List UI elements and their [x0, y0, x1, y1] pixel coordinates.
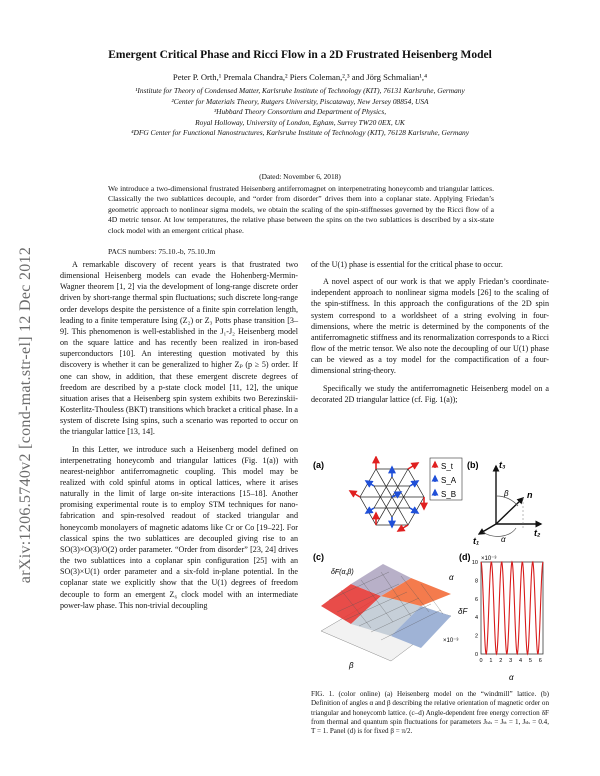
- angle-alpha: α: [501, 535, 506, 544]
- arxiv-id: arXiv:1206.5740v2 [cond-mat.str-el] 12 Dec 2012: [17, 246, 34, 584]
- author-list: Peter P. Orth,¹ Premala Chandra,² Piers Coleman,²,³ and Jörg Schmalian¹,⁴: [172, 72, 428, 82]
- paragraph: In this Letter, we introduce such a Heisenberg model defined on interpenetrating honeycomb and triangular lattices (Fig. 1(a)) with nearest-neighbor antiferromagnetic coupling. This model may be realized with cold spinful atoms in optical lattices, where it arises naturally in the limit of large on-site interactions [15–18]. Another promising experimental route is to employ STM techniques for nano-fabrication and spin-resolved readout of stacked triangular and honeycomb monolayers of magnetic adatoms like Cr or Co [19–22]. For classical spins the two sublattices are decoupled giving rise to an SO(3)×O(3)/O(2) order parameter. “Order from disorder” [23, 24] drives the two sublattices into a coplanar spin configuration [25] with an SO(3)×U(1) order parameter and a six-fold in-plane potential. In the coplanar state we explicitly show that the U(1) degrees of freedom decouple to form an emergent Z₆ clock model with an intermediate power-law phase. This non-trivial decoupling: [60, 444, 298, 610]
- axis-t3: t₃: [499, 460, 506, 470]
- y-tick-label: 8: [474, 578, 478, 585]
- affiliations: [40, 86, 560, 139]
- x-tick-label: 6: [538, 658, 542, 664]
- panel-c-ylabel: α: [449, 573, 454, 582]
- x-tick-label: 0: [479, 658, 483, 664]
- panel-label-d: (d): [459, 552, 471, 562]
- panel-c-xlabel: β: [349, 661, 354, 670]
- spin-arrows: [350, 457, 424, 531]
- left-column: [60, 259, 298, 611]
- panel-d-ylabel: δF: [458, 607, 468, 616]
- legend-st: S_t: [441, 462, 454, 471]
- panel-label-a: (a): [313, 460, 324, 470]
- oscillation-curve: [481, 562, 543, 654]
- panel-d-yticks: [472, 560, 478, 658]
- x-tick-label: 4: [518, 658, 523, 664]
- y-tick-label: 0: [474, 652, 478, 658]
- y-tick-label: 10: [471, 560, 478, 566]
- panel-d-scale: ×10⁻³: [481, 556, 497, 562]
- figure-1-graphic: [311, 456, 549, 684]
- panel-label-b: (b): [467, 460, 479, 470]
- affiliation: ¹Institute for Theory of Condensed Matter, Karlsruhe Institute of Technology (KIT), 76131 Karlsruhe, Germany: [135, 86, 465, 95]
- abstract: We introduce a two-dimensional frustrated Heisenberg antiferromagnet on interpenetrating honeycomb and triangular lattices. Classically the two sublattices decouple, and “order from disorder” drives them into a coplanar state. Applying Friedan’s geometric approach to nonlinear sigma models, we obtain the scaling of the spin-stiffnesses governed by the Ricci flow of a 4D metric tensor. At low temperatures, the relative phase between the spins on the two sublattices is described by a six-state clock model with an emergent critical phase.: [108, 184, 494, 235]
- affiliation: ⁴DFG Center for Functional Nanostructures, Karlsruhe Institute of Technology (KIT), 76128 Karlsruhe, Germany: [130, 128, 470, 138]
- panel-d-xticks: [479, 658, 541, 664]
- legend-sb: S_B: [441, 490, 457, 499]
- date-line: (Dated: November 6, 2018): [259, 172, 341, 181]
- angle-beta: β: [504, 489, 509, 498]
- legend-a: [430, 458, 462, 500]
- panel-label-c: (c): [313, 552, 324, 562]
- triangle-up: [374, 477, 410, 508]
- paragraph: Specifically we study the antiferromagnetic Heisenberg model on a decorated 2D triangular lattice (cf. Fig. 1(a));: [311, 383, 549, 404]
- paper-title: Emergent Critical Phase and Ricci Flow in a 2D Frustrated Heisenberg Model: [108, 49, 492, 61]
- paragraph: A remarkable discovery of recent years is that frustrated two dimensional Heisenberg models can evade the Hohenberg-Mermin-Wagner theorem [1, 2] via the development of long-range discrete order driven by short-range thermal spin fluctuations; such discrete long-range order develops despite the persistence of a finite spin correlation length, leading to a finite temperature Ising (Z₂) or Z₃ Potts phase transition [3–9]. This phenomenon is well-established in the J₁-J₂ Heisenberg model on the square lattice and has recently been realized in iron-based superconductors [10]. An interesting question motivated by this discovery is whether it can be generalized to higher Zₚ (p ≥ 5) order. If one can show, in addition, that these emergent discrete degrees of freedom are described by a p-state clock model [11, 12], the unique situation arises that a Heisenberg spin system exhibits two Berezinskii-Kosterlitz-Thouless (BKT) transitions which bracket a critical phase. In a system of discrete Ising spins, such a scenario was reported to occur on the triangular lattice [13, 14].: [60, 260, 298, 437]
- figure-caption: FIG. 1. (color online) (a) Heisenberg model on the “windmill” lattice. (b) Definition of angles α and β describing the relative orientation of magnetic order on triangular and honeycomb lattice. (c–d) Angle-dependent free energy correction δF from thermal and quantum spin fluctuations for parameters Jₕₕ = Jₜₜ = 1, Jₜₕ = 0.4, T = 1. Panel (d) is for fixed β = π/2.: [311, 690, 549, 736]
- y-tick-label: 4: [474, 615, 478, 622]
- y-tick-label: 2: [474, 633, 478, 640]
- y-tick-label: 6: [474, 596, 478, 603]
- x-tick-label: 5: [528, 658, 532, 664]
- angle-diagram: [479, 466, 541, 536]
- figure-1: [311, 456, 549, 684]
- paragraph: of the U(1) phase is essential for the critical phase to occur.: [311, 260, 503, 269]
- panel-c-zlabel: δF(α,β): [331, 569, 354, 576]
- x-tick-label: 2: [499, 658, 503, 664]
- legend-sa: S_A: [441, 476, 457, 485]
- affiliation: ²Center for Materials Theory, Rutgers University, Piscataway, New Jersey 08854, USA: [171, 96, 429, 106]
- arxiv-sidebar: [12, 240, 40, 590]
- paragraph: A novel aspect of our work is that we apply Friedan’s coordinate-independent approach to nonlinear sigma models [26] to the scaling of the spin-stiffness. In this approach the configurations of the 2D spin system correspond to a worldsheet of a string evolving in four-dimensions, where the metric is determined by the components of the antiferromagnetic stiffness and its renormalization corresponds to a Ricci flow of the metric tensor. We also note the decoupling of our U(1) phase can be viewed as a toy model for the compactification of a four-dimensional string-theory.: [311, 277, 549, 376]
- triangle-down: [374, 486, 410, 517]
- axis-n: n: [527, 490, 533, 500]
- pacs-numbers: PACS numbers: 75.10.-b, 75.10.Jm: [108, 247, 216, 256]
- surface-plot: [321, 564, 451, 661]
- affiliation: Royal Holloway, University of London, Egham, Surrey TW20 0EX, UK: [195, 117, 405, 127]
- axis-t1: t₁: [473, 536, 480, 546]
- affiliation: ³Hubbard Theory Consortium and Department of Physics,: [213, 107, 387, 117]
- right-column: [311, 259, 549, 405]
- axis-t2: t₂: [534, 528, 541, 538]
- x-tick-label: 3: [509, 658, 513, 664]
- x-tick-label: 1: [489, 658, 493, 664]
- panel-d-xlabel: α: [509, 673, 514, 682]
- panel-c-scale: ×10⁻³: [443, 638, 459, 644]
